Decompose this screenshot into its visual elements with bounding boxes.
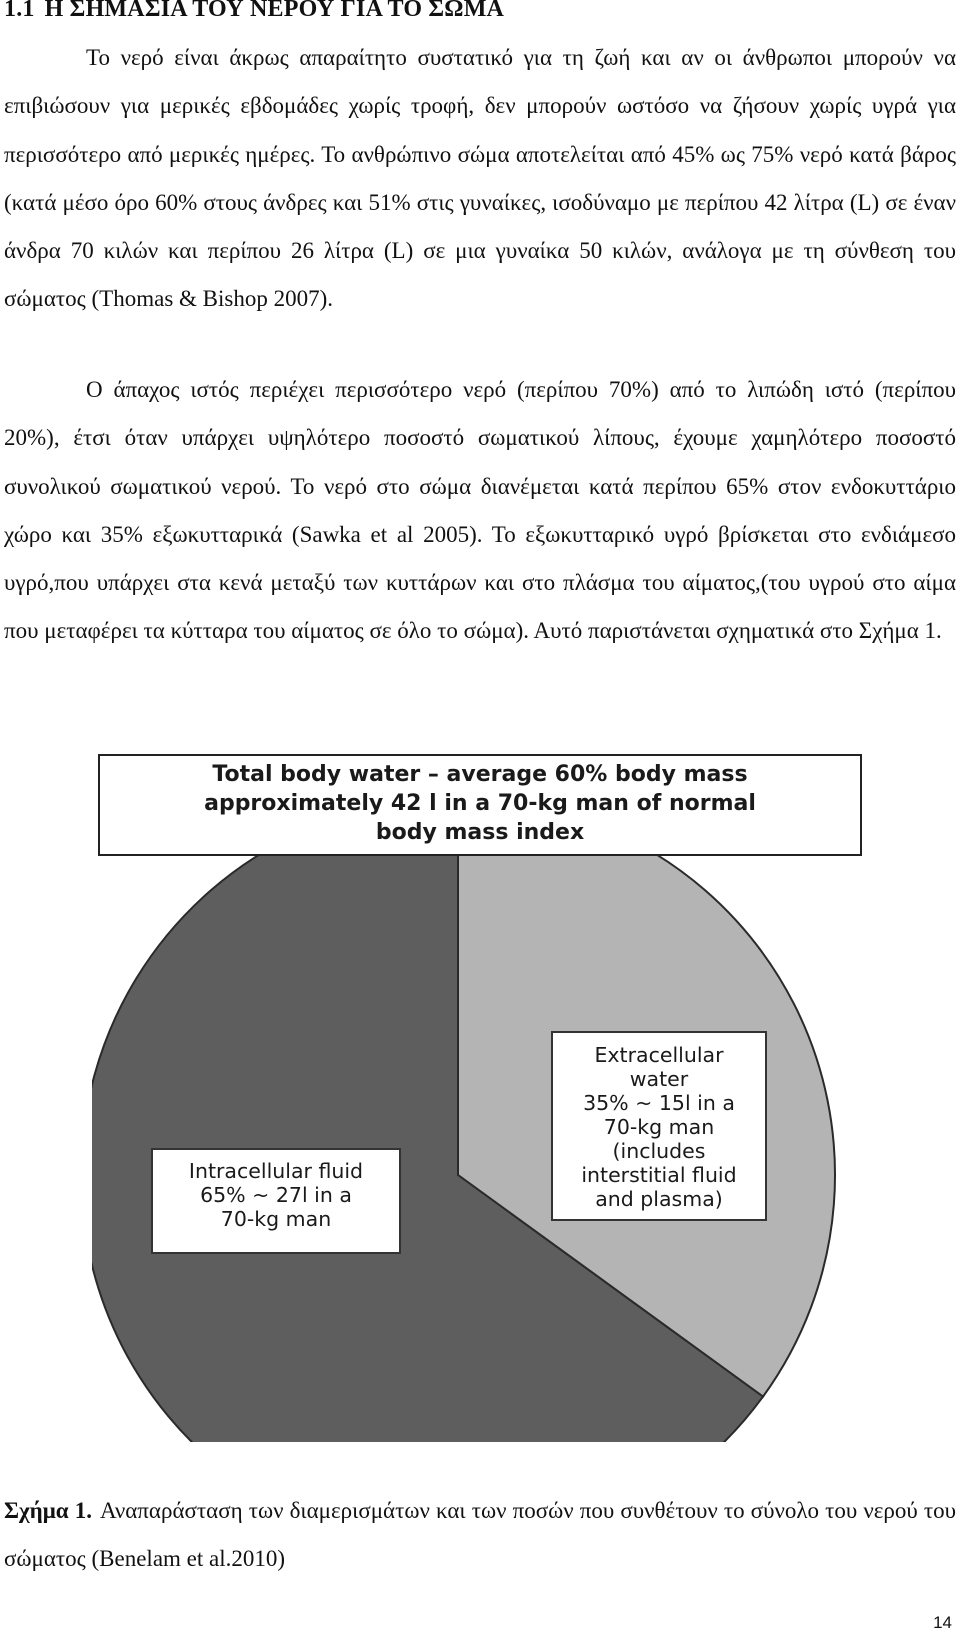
paragraph-2-text: Ο άπαχος ιστός περιέχει περισσότερο νερό (περίπου 70%) από το λιπώδη ιστό (περίπου 20%), έτσι όταν υπάρχει υψηλότερο ποσοστό σωματικού λίπους, έχουμε χαμηλότερο ποσοστό συνολικού σωματικού νερού. Το νερό στο σώμα διανέμεται κατά περίπου 65% στον ενδοκυττάριο χώρο και 35% εξωκυτταρικά (Sawka et al 2005). Το εξωκυτταρικό υγρό βρίσκεται στο ενδιάμεσο υγρό,που υπάρχει στα κενά μεταξύ των κυττάρων και στο πλάσμα του αίματος,(του υγρού στο αίμα που μεταφέρει τα κύτταρα του αίματος σε όλο το σώμα). Αυτό παριστάνεται σχηματικά στο Σχήμα 1. bbox=[4, 377, 956, 644]
paragraph-1-text: Το νερό είναι άκρως απαραίτητο συστατικό για τη ζωή και αν οι άνθρωποι μπορούν να επιβιώσουν για μερικές εβδομάδες χωρίς τροφή, δεν μπορούν ωστόσο να ζήσουν χωρίς υγρά για περισσότερο από μερικές ημέρες. Το ανθρώπινο σώμα αποτελείται από 45% ως 75% νερό κατά βάρος (κατά μέσο όρο 60% στους άνδρες και 51% στις γυναίκες, ισοδύναμο με περίπου 42 λίτρα (L) σε έναν άνδρα 70 κιλών και περίπου 26 λίτρα (L) σε μια γυναίκα 50 κιλών, ανάλογα με τη σύνθεση του σώματος (Thomas & Bishop 2007). bbox=[4, 45, 956, 312]
chart-title-line: body mass index bbox=[375, 820, 585, 845]
extracellular-label-line: Extracellular bbox=[594, 1043, 724, 1067]
extracellular-label-line: water bbox=[629, 1067, 689, 1091]
figure-label: Σχήμα 1. bbox=[4, 1498, 92, 1523]
figure-1 bbox=[92, 752, 868, 1442]
chart-title bbox=[98, 754, 862, 856]
figure-caption bbox=[4, 1487, 956, 1583]
paragraph-1 bbox=[4, 34, 956, 324]
section-number: 1.1 bbox=[4, 0, 35, 22]
extracellular-label bbox=[551, 1031, 767, 1221]
extracellular-label-line: 35% ~ 15l in a bbox=[583, 1091, 735, 1115]
section-title: Η ΣΗΜΑΣΙΑ ΤΟΥ ΝΕΡΟΥ ΓΙΑ ΤΟ ΣΩΜΑ bbox=[44, 0, 505, 22]
extracellular-label-line: and plasma) bbox=[595, 1187, 723, 1211]
intracellular-label-line: 70-kg man bbox=[220, 1207, 332, 1231]
caption-text: Αναπαράσταση των διαμερισμάτων και των ποσών που συνθέτουν το σύνολο του νερού του σώματος (Benelam et al.2010) bbox=[4, 1498, 956, 1571]
page-number: 14 bbox=[933, 1613, 952, 1632]
chart-title-line: Total body water – average 60% body mass bbox=[212, 762, 748, 787]
extracellular-label-line: interstitial fluid bbox=[581, 1163, 737, 1187]
intracellular-label-line: Intracellular fluid bbox=[188, 1159, 364, 1183]
section-heading bbox=[4, 0, 504, 23]
extracellular-label-line: 70-kg man bbox=[603, 1115, 715, 1139]
intracellular-label bbox=[151, 1148, 401, 1254]
extracellular-label-line: (includes bbox=[612, 1139, 706, 1163]
intracellular-label-line: 65% ~ 27l in a bbox=[200, 1183, 352, 1207]
paragraph-2 bbox=[4, 366, 956, 656]
chart-title-line: approximately 42 l in a 70-kg man of normal bbox=[204, 791, 756, 816]
